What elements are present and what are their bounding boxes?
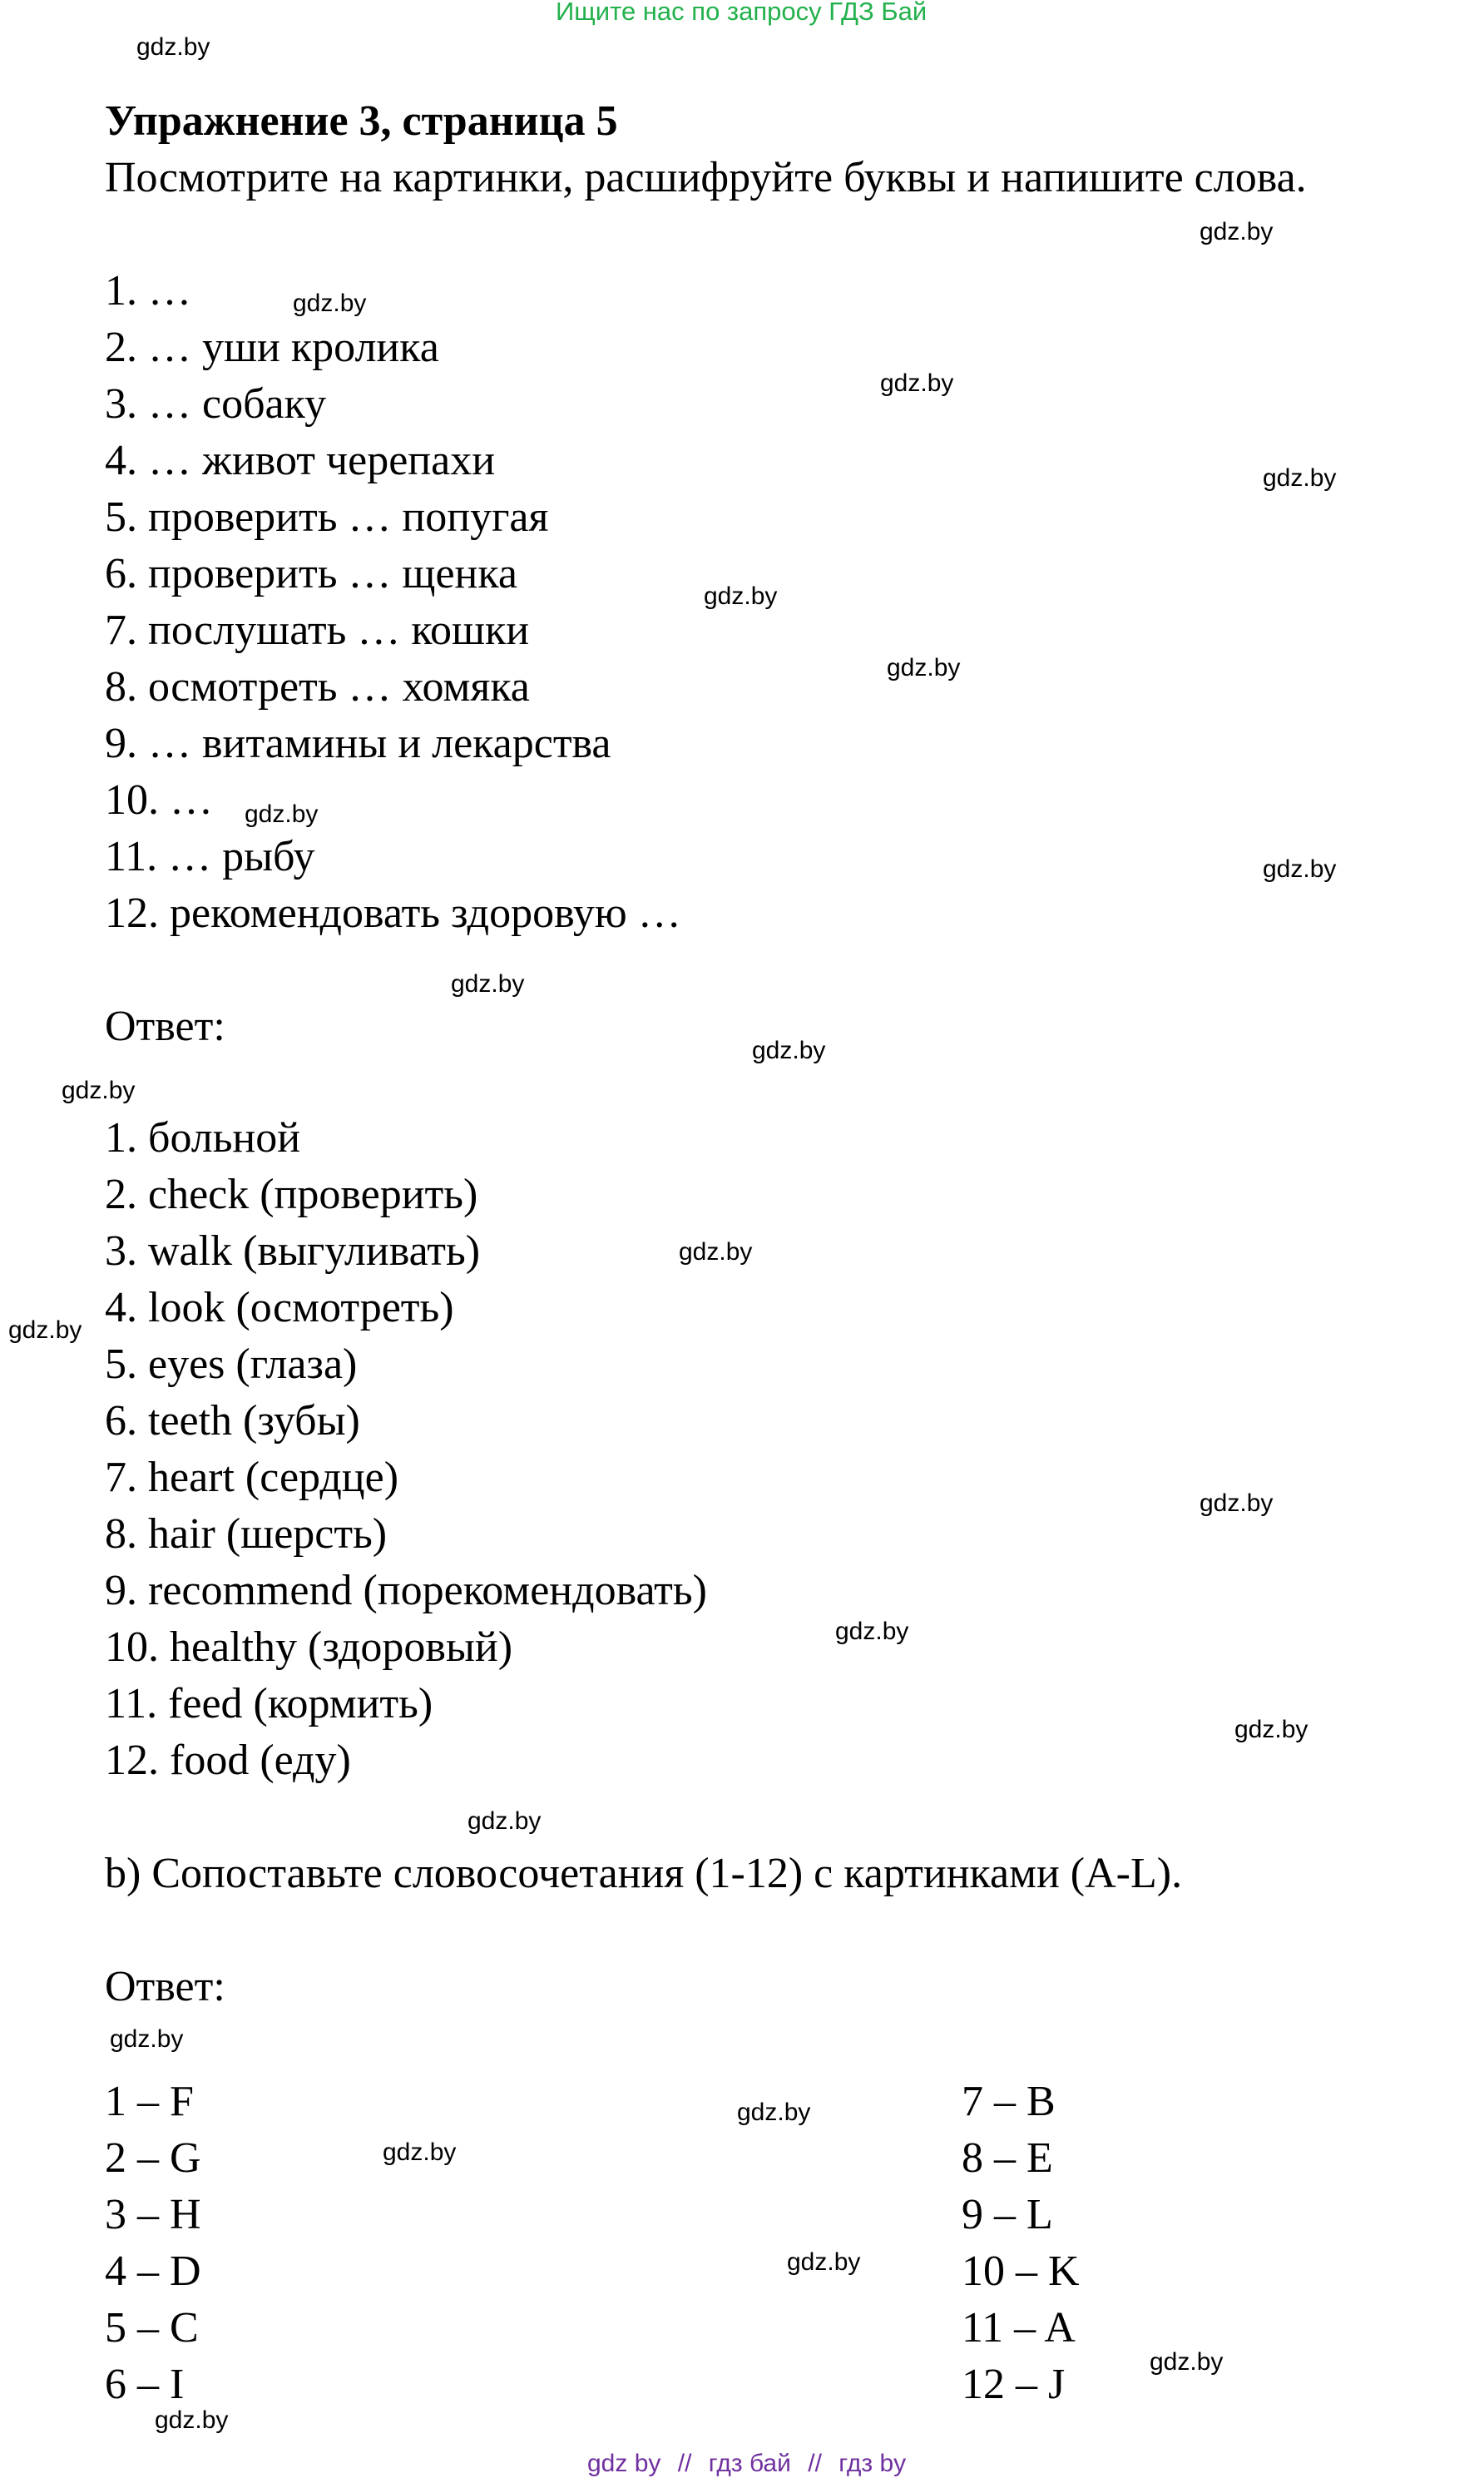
answer-item: 1. больной xyxy=(105,1114,301,1162)
match-item: 2 – G xyxy=(105,2134,201,2182)
exercise-item: 6. проверить … щенка xyxy=(105,550,517,597)
answer-label: Ответ: xyxy=(105,1963,225,2010)
watermark: gdz.by xyxy=(752,1037,826,1064)
watermark: gdz.by xyxy=(1200,1489,1274,1517)
answer-item: 6. teeth (зубы) xyxy=(105,1397,360,1445)
exercise-item: 7. послушать … кошки xyxy=(105,607,530,654)
match-item: 9 – L xyxy=(962,2191,1053,2238)
watermark: gdz.by xyxy=(737,2099,811,2126)
answer-item: 10. healthy (здоровый) xyxy=(105,1623,513,1671)
answer-item: 5. eyes (глаза) xyxy=(105,1341,358,1388)
answer-item: 11. feed (кормить) xyxy=(105,1680,433,1727)
match-item: 8 – E xyxy=(962,2134,1053,2182)
watermark: gdz.by xyxy=(62,1077,136,1104)
watermark: gdz.by xyxy=(1263,855,1337,883)
watermark: gdz.by xyxy=(887,654,961,681)
exercise-item: 9. … витамины и лекарства xyxy=(105,720,611,767)
exercise-item: 5. проверить … попугая xyxy=(105,493,549,541)
watermark: gdz.by xyxy=(8,1316,82,1344)
footer-link[interactable]: gdz by xyxy=(587,2450,661,2477)
watermark: gdz.by xyxy=(467,1807,542,1835)
watermark: gdz.by xyxy=(155,2406,229,2434)
exercise-item: 2. … уши кролика xyxy=(105,324,439,371)
watermark: gdz.by xyxy=(704,582,778,610)
match-item: 12 – J xyxy=(962,2361,1066,2408)
watermark: gdz.by xyxy=(679,1238,753,1266)
watermark: gdz.by xyxy=(1234,1716,1308,1743)
footer-separator: // xyxy=(677,2450,692,2477)
answer-item: 9. recommend (порекомендовать) xyxy=(105,1567,707,1614)
exercise-item: 11. … рыбу xyxy=(105,833,315,880)
answer-item: 7. heart (сердце) xyxy=(105,1454,399,1501)
exercise-item: 3. … собаку xyxy=(105,380,327,428)
watermark: gdz.by xyxy=(110,2025,184,2053)
answer-item: 3. walk (выгуливать) xyxy=(105,1227,481,1275)
answer-item: 2. check (проверить) xyxy=(105,1171,478,1218)
match-item: 10 – K xyxy=(962,2248,1080,2295)
watermark: gdz.by xyxy=(1200,218,1274,245)
watermark: gdz.by xyxy=(383,2139,457,2166)
answer-label: Ответ: xyxy=(105,1003,225,1050)
footer-link[interactable]: гдз бай xyxy=(708,2450,791,2477)
match-item: 1 – F xyxy=(105,2078,194,2125)
watermark: gdz.by xyxy=(245,800,319,828)
watermark: gdz.by xyxy=(451,970,525,998)
match-item: 3 – H xyxy=(105,2191,201,2238)
watermark: gdz.by xyxy=(880,369,954,397)
match-item: 7 – B xyxy=(962,2078,1056,2125)
exercise-item: 12. рекомендовать здоровую … xyxy=(105,890,681,937)
watermark: gdz.by xyxy=(787,2248,861,2276)
footer-links xyxy=(582,2450,911,2478)
exercise-item: 8. осмотреть … хомяка xyxy=(105,663,530,711)
match-item: 6 – I xyxy=(105,2361,185,2408)
page-title: Упражнение 3, страница 5 xyxy=(105,97,618,145)
match-item: 5 – C xyxy=(105,2304,199,2352)
watermark: gdz.by xyxy=(1150,2348,1224,2376)
task-b-instruction: b) Сопоставьте словосочетания (1-12) с картинками (A-L). xyxy=(105,1850,1183,1897)
watermark: gdz.by xyxy=(136,33,210,61)
answer-item: 8. hair (шерсть) xyxy=(105,1510,388,1558)
task-a-instruction: Посмотрите на картинки, расшифруйте буквы и напишите слова. xyxy=(105,154,1307,201)
footer-link[interactable]: гдз by xyxy=(838,2450,907,2477)
search-banner: Ищите нас по запросу ГДЗ Бай xyxy=(556,0,928,26)
exercise-item: 10. … xyxy=(105,776,213,824)
match-item: 11 – A xyxy=(962,2304,1076,2352)
match-item: 4 – D xyxy=(105,2248,201,2295)
watermark: gdz.by xyxy=(835,1618,909,1645)
watermark: gdz.by xyxy=(293,290,367,317)
footer-separator: // xyxy=(808,2450,822,2477)
answer-item: 12. food (еду) xyxy=(105,1737,351,1784)
exercise-item: 1. … xyxy=(105,267,191,315)
answer-item: 4. look (осмотреть) xyxy=(105,1284,454,1331)
exercise-item: 4. … живот черепахи xyxy=(105,437,496,484)
watermark: gdz.by xyxy=(1263,464,1337,492)
